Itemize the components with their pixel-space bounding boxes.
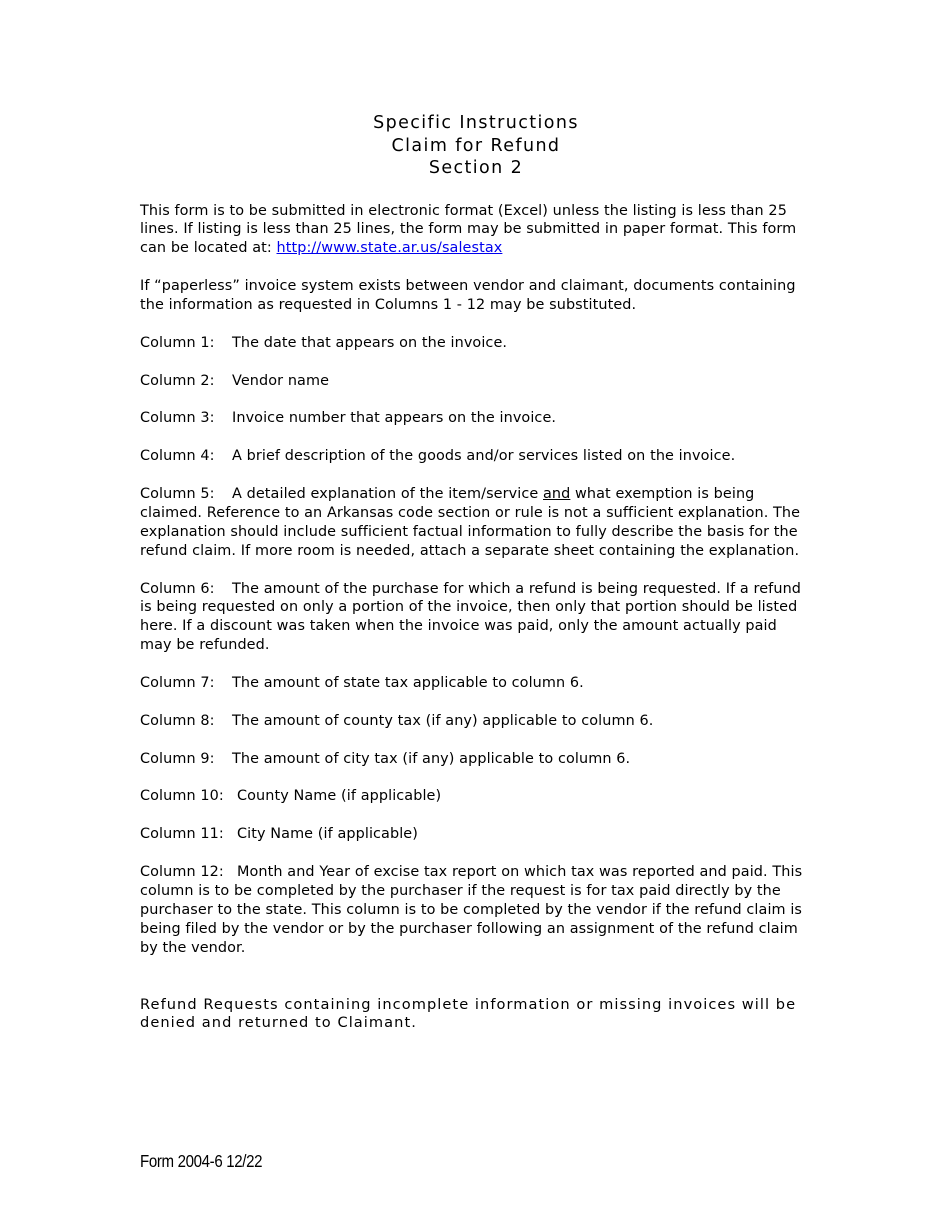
column-8-text: The amount of county tax (if any) applicable to column 6. xyxy=(232,712,654,729)
column-3-text: Invoice number that appears on the invoice. xyxy=(232,410,557,427)
column-2-text: Vendor name xyxy=(232,372,330,389)
column-6-instruction xyxy=(140,580,812,656)
column-10-instruction xyxy=(140,787,812,806)
column-5-emphasis-and: and xyxy=(543,486,571,502)
column-9-text: The amount of city tax (if any) applicable to column 6. xyxy=(232,750,631,767)
column-12-text: Month and Year of excise tax report on which tax was reported and paid. This column is to be completed by the purchaser if the request is for tax paid directly by the purchaser to the state. This column is to be completed by the vendor if the refund claim is being filed by the vendor or by the purchaser following an assignment of the refund claim by the vendor. xyxy=(140,864,803,956)
column-3-label: Column 3: xyxy=(140,410,215,427)
column-1-text: The date that appears on the invoice. xyxy=(232,334,508,351)
document-page xyxy=(140,112,812,1033)
column-7-label: Column 7: xyxy=(140,675,215,692)
column-4-label: Column 4: xyxy=(140,448,215,465)
column-7-text: The amount of state tax applicable to column 6. xyxy=(232,675,584,692)
column-11-text: City Name (if applicable) xyxy=(237,826,418,843)
salestax-link[interactable]: http://www.state.ar.us/salestax xyxy=(276,240,503,257)
document-title xyxy=(140,112,812,180)
column-1-label: Column 1: xyxy=(140,334,215,351)
form-number-footer: Form 2004-6 12/22 xyxy=(140,1151,263,1171)
column-4-instruction xyxy=(140,447,812,466)
column-2-label: Column 2: xyxy=(140,372,215,389)
column-1-instruction xyxy=(140,334,812,353)
column-7-instruction xyxy=(140,674,812,693)
column-6-text: The amount of the purchase for which a refund is being requested. If a refund is being requested on only a portion of the invoice, then only that portion should be listed here. If a discount was taken when the invoice was paid, only the amount actually paid may be refunded. xyxy=(140,580,802,654)
column-5-instruction xyxy=(140,485,812,561)
column-2-instruction xyxy=(140,372,812,391)
column-6-label: Column 6: xyxy=(140,580,215,597)
instructions-body xyxy=(140,202,812,958)
column-5-text-a: A detailed explanation of the item/service xyxy=(232,486,543,502)
column-11-instruction xyxy=(140,825,812,844)
incomplete-requests-warning: Refund Requests containing incomplete information or missing invoices will be denied and returned to Claimant. xyxy=(140,995,797,1032)
column-10-label: Column 10: xyxy=(140,788,224,805)
column-12-label: Column 12: xyxy=(140,864,224,881)
title-line-3: Section 2 xyxy=(428,158,524,178)
intro-paragraph-1-text: This form is to be submitted in electronic format (Excel) unless the listing is less than 25 lines. If listing is less than 25 lines, the form may be submitted in paper format. This form can be located at: xyxy=(140,202,797,257)
column-8-label: Column 8: xyxy=(140,712,215,729)
intro-paragraph-1 xyxy=(140,202,812,259)
title-line-1: Specific Instructions xyxy=(373,113,579,133)
column-5-text-b: what exemption is being claimed. Reference to an Arkansas code section or rule is not a sufficient explanation. The explanation should include sufficient factual information to fully describe the basis for the refund claim. If more room is needed, attach a separate sheet containing the explanation. xyxy=(140,486,801,559)
column-4-text: A brief description of the goods and/or services listed on the invoice. xyxy=(232,448,736,465)
title-line-2: Claim for Refund xyxy=(391,135,561,156)
column-8-instruction xyxy=(140,712,812,731)
column-9-instruction xyxy=(140,750,812,769)
column-10-text: County Name (if applicable) xyxy=(237,788,442,805)
column-11-label: Column 11: xyxy=(140,826,224,843)
column-5-label: Column 5: xyxy=(140,486,215,502)
intro-paragraph-2: If “paperless” invoice system exists between vendor and claimant, documents containing the information as requested in Columns 1 - 12 may be substituted. xyxy=(140,278,796,314)
column-12-instruction xyxy=(140,863,812,958)
column-9-label: Column 9: xyxy=(140,750,215,767)
column-3-instruction xyxy=(140,409,812,428)
